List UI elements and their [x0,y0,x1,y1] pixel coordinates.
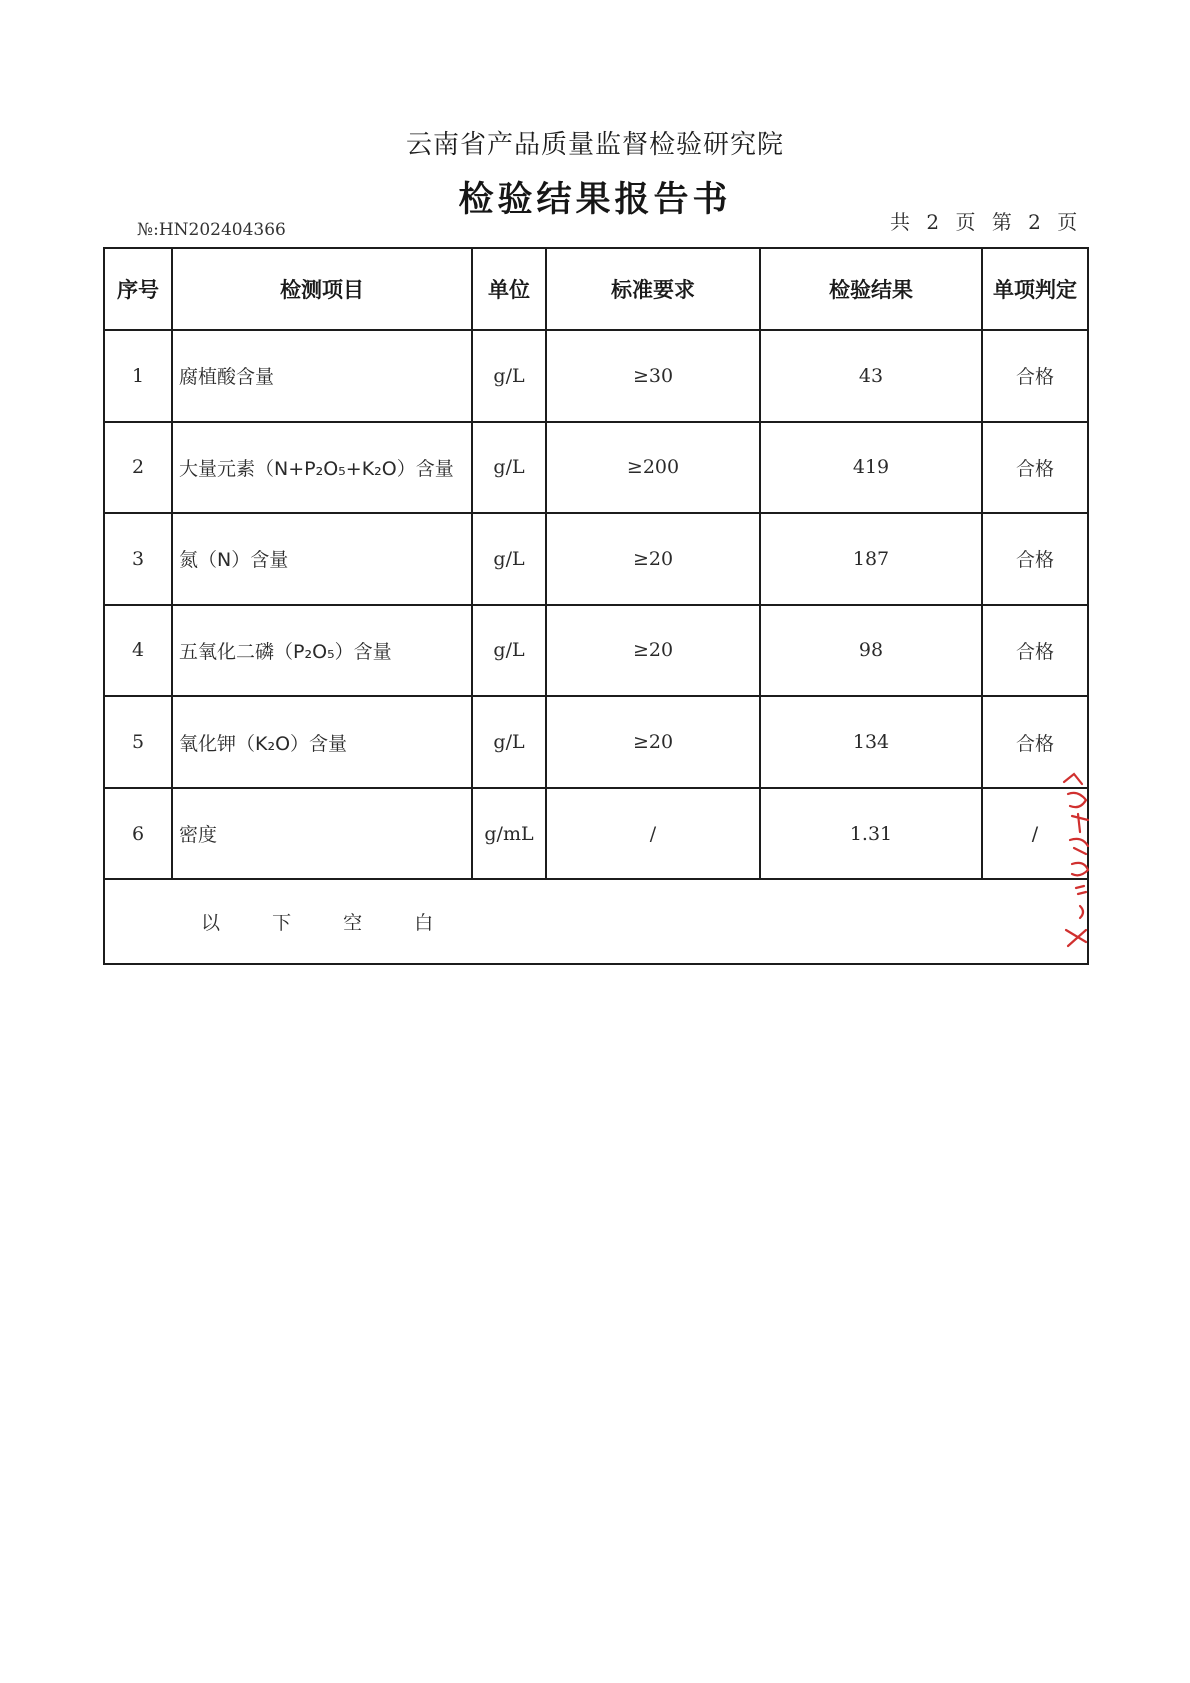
page-current: 2 [1028,210,1044,234]
cell-result: 419 [760,422,982,514]
cell-item: 五氧化二磷（P₂O₅）含量 [172,605,472,697]
cell-item: 腐植酸含量 [172,330,472,422]
page-total-prefix: 共 [890,210,913,234]
table-header-row [104,248,1088,330]
cell-judgement: 合格 [982,605,1088,697]
blank-note-row [104,879,1088,964]
cell-unit: g/L [472,513,546,605]
page-current-unit: 页 [1057,210,1081,234]
table-row [104,330,1088,422]
page-total-unit: 页 [955,210,979,234]
cell-result: 43 [760,330,982,422]
report-number-value: HN202404366 [158,220,286,240]
report-title: 检验结果报告书 [458,180,732,220]
cell-judgement: 合格 [982,696,1088,788]
cell-unit: g/L [472,330,546,422]
cell-no: 5 [104,696,172,788]
blank-note [104,879,1088,964]
cell-result: 134 [760,696,982,788]
page-total: 2 [926,210,943,234]
col-header-unit: 单位 [472,248,546,330]
institute-name: 云南省产品质量监督检验研究院 [405,130,784,160]
cell-item: 氧化钾（K₂O）含量 [172,696,472,788]
cell-standard: ≥20 [546,513,760,605]
table-row [104,513,1088,605]
cell-result: 98 [760,605,982,697]
seal-stamp-strokes [1064,774,1088,946]
col-header-item: 检测项目 [172,248,472,330]
blank-note-char: 空 [343,912,363,935]
report-number [137,220,286,240]
cell-no: 6 [104,788,172,880]
cell-unit: g/mL [472,788,546,880]
cell-judgement: 合格 [982,422,1088,514]
cell-standard: ≥20 [546,605,760,697]
col-header-no: 序号 [104,248,172,330]
inspection-result-table [103,247,1089,965]
cell-result: 187 [760,513,982,605]
cell-unit: g/L [472,422,546,514]
col-header-standard: 标准要求 [546,248,760,330]
cell-unit: g/L [472,605,546,697]
col-header-judgement: 单项判定 [982,248,1088,330]
col-header-result: 检验结果 [760,248,982,330]
cell-item: 大量元素（N+P₂O₅+K₂O）含量 [172,422,472,514]
cell-no: 3 [104,513,172,605]
blank-note-char: 以 [201,912,221,935]
cell-standard: ≥30 [546,330,760,422]
blank-note-char: 下 [272,912,292,935]
cell-result: 1.31 [760,788,982,880]
cell-judgement: / [982,788,1088,880]
cell-judgement: 合格 [982,513,1088,605]
cell-item: 密度 [172,788,472,880]
table-row [104,696,1088,788]
cell-judgement: 合格 [982,330,1088,422]
cell-no: 2 [104,422,172,514]
cell-standard: ≥200 [546,422,760,514]
cell-item: 氮（N）含量 [172,513,472,605]
cell-standard: ≥20 [546,696,760,788]
table-row [104,422,1088,514]
cell-no: 4 [104,605,172,697]
page-indicator [888,206,1082,235]
cell-no: 1 [104,330,172,422]
page-current-prefix: 第 [991,210,1015,234]
cell-standard: / [546,788,760,880]
table-row [104,788,1088,880]
report-number-label: №: [137,220,159,240]
blank-note-char: 白 [414,912,434,935]
seal-stamp-edge [1058,770,1098,950]
table-row [104,605,1088,697]
cell-unit: g/L [472,696,546,788]
